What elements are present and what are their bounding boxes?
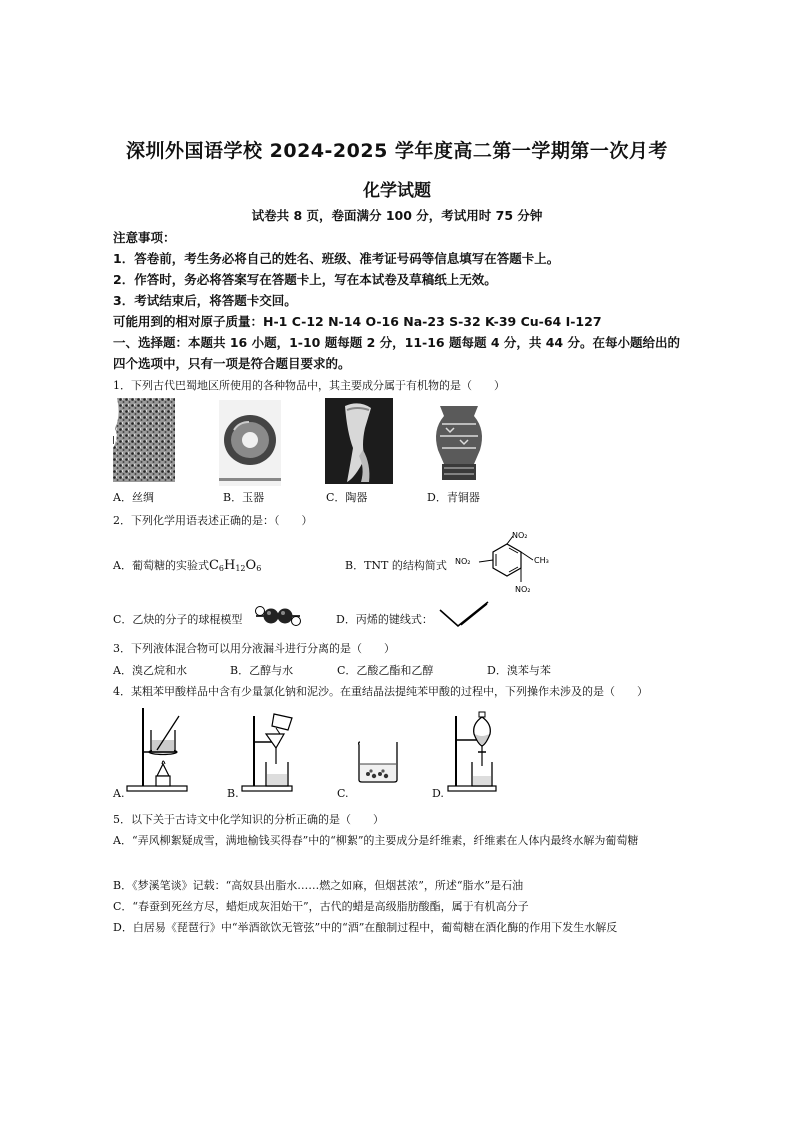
pottery-image <box>325 398 393 484</box>
q5-option-d: D．白居易《琵琶行》中“举酒欲饮无管弦”中的“酒”在酿制过程中，葡萄糖在酒化酶的作用下发生水解反 <box>113 921 618 934</box>
q2-stem: 2．下列化学用语表述正确的是：（ ） <box>113 514 313 527</box>
note-item-3: 3．考试结束后，将答题卡交回。 <box>113 293 297 308</box>
notes-heading: 注意事项： <box>113 230 176 245</box>
q4-option-a: A. <box>113 787 125 800</box>
q1-option-c: C．陶器 <box>326 491 368 504</box>
tnt-no2-top: NO₂ <box>512 531 528 540</box>
tnt-structure <box>455 530 565 600</box>
silk-image <box>113 398 175 482</box>
q4-option-c: C. <box>337 787 349 800</box>
tnt-no2-bottom: NO₂ <box>515 585 531 594</box>
q4-stem: 4．某粗苯甲酸样品中含有少量氯化钠和泥沙。在重结晶法提纯苯甲酸的过程中，下列操作未涉及的是（ ） <box>113 685 648 698</box>
formula-c: C <box>208 558 219 573</box>
formula-h: H <box>224 558 236 573</box>
q2-option-d: D．丙烯的键线式： <box>336 613 433 626</box>
formula-c-sub: 6 <box>218 564 224 573</box>
jade-image <box>219 400 281 486</box>
note-item-1: 1．答卷前，考生务必将自己的姓名、班级、准考证号码等信息填写在答题卡上。 <box>113 251 560 266</box>
formula-o: O <box>245 558 257 573</box>
q2-option-c: C．乙炔的分子的球棍模型 <box>113 613 243 626</box>
q3-option-c: C．乙酸乙酯和乙醇 <box>337 664 434 677</box>
q1-stem: 1．下列古代巴蜀地区所使用的各种物品中，其主要成分属于有机物的是（ ） <box>113 379 505 392</box>
heating-apparatus <box>125 706 191 792</box>
formula-o-sub: 6 <box>256 564 262 573</box>
q1-option-b: B．玉器 <box>223 491 265 504</box>
q3-option-d: D．溴苯与苯 <box>487 664 551 677</box>
q4-option-b: B. <box>227 787 239 800</box>
q3-stem: 3．下列液体混合物可以用分液漏斗进行分离的是（ ） <box>113 642 395 655</box>
q5-option-b: B．《梦溪笔谈》记载：“高奴县出脂水……燃之如麻，但烟甚浓”，所述“脂水”是石油 <box>113 879 524 892</box>
beaker-crystals <box>356 740 400 784</box>
q2-option-a-prefix: A．葡萄糖的实验式 <box>113 559 209 572</box>
filtration-apparatus <box>240 712 300 792</box>
exam-info: 试卷共 8 页，卷面满分 100 分，考试用时 75 分钟 <box>251 208 543 223</box>
q1-option-d: D．青铜器 <box>427 491 480 504</box>
acetylene-model <box>252 602 304 630</box>
q3-option-a: A．溴乙烷和水 <box>113 664 187 677</box>
q4-option-d: D. <box>432 787 444 800</box>
q2-option-b: B．TNT 的结构简式 <box>345 559 447 572</box>
section1-heading: 一、选择题：本题共 16 小题，1-10 题每题 2 分，11-16 题每题 4 分，共 44 分。在每小题给出的四个选项中，只有一项是符合题目要求的。 <box>113 335 680 371</box>
propene-skeletal <box>438 598 494 630</box>
note-item-2: 2．作答时，务必将答案写在答题卡上，写在本试卷及草稿纸上无效。 <box>113 272 497 287</box>
q1-option-a: A．丝绸 <box>113 491 154 504</box>
tnt-no2-left: NO₂ <box>455 557 471 566</box>
atomic-masses: 可能用到的相对原子质量：H-1 C-12 N-14 O-16 Na-23 S-32 K-39 Cu-64 I-127 <box>113 314 602 329</box>
exam-title: 深圳外国语学校 2024-2025 学年度高二第一学期第一次月考 <box>126 140 668 162</box>
q5-option-a: A．“弄风柳絮疑成雪，满地榆钱买得春”中的“柳絮”的主要成分是纤维素，纤维素在人体内最终水解为葡萄糖 <box>113 834 639 847</box>
exam-subject: 化学试题 <box>363 181 431 201</box>
separatory-funnel <box>446 710 502 792</box>
q2-option-a <box>113 557 261 573</box>
q5-option-c: C．“春蚕到死丝方尽，蜡炬成灰泪始干”，古代的蜡是高级脂肪酸酯，属于有机高分子 <box>113 900 529 913</box>
q5-stem: 5．以下关于古诗文中化学知识的分析正确的是（ ） <box>113 813 384 826</box>
tnt-ch3: CH₃ <box>534 556 549 565</box>
formula-h-sub: 12 <box>235 564 246 573</box>
bronze-image <box>430 402 488 484</box>
q3-option-b: B．乙醇与水 <box>230 664 294 677</box>
